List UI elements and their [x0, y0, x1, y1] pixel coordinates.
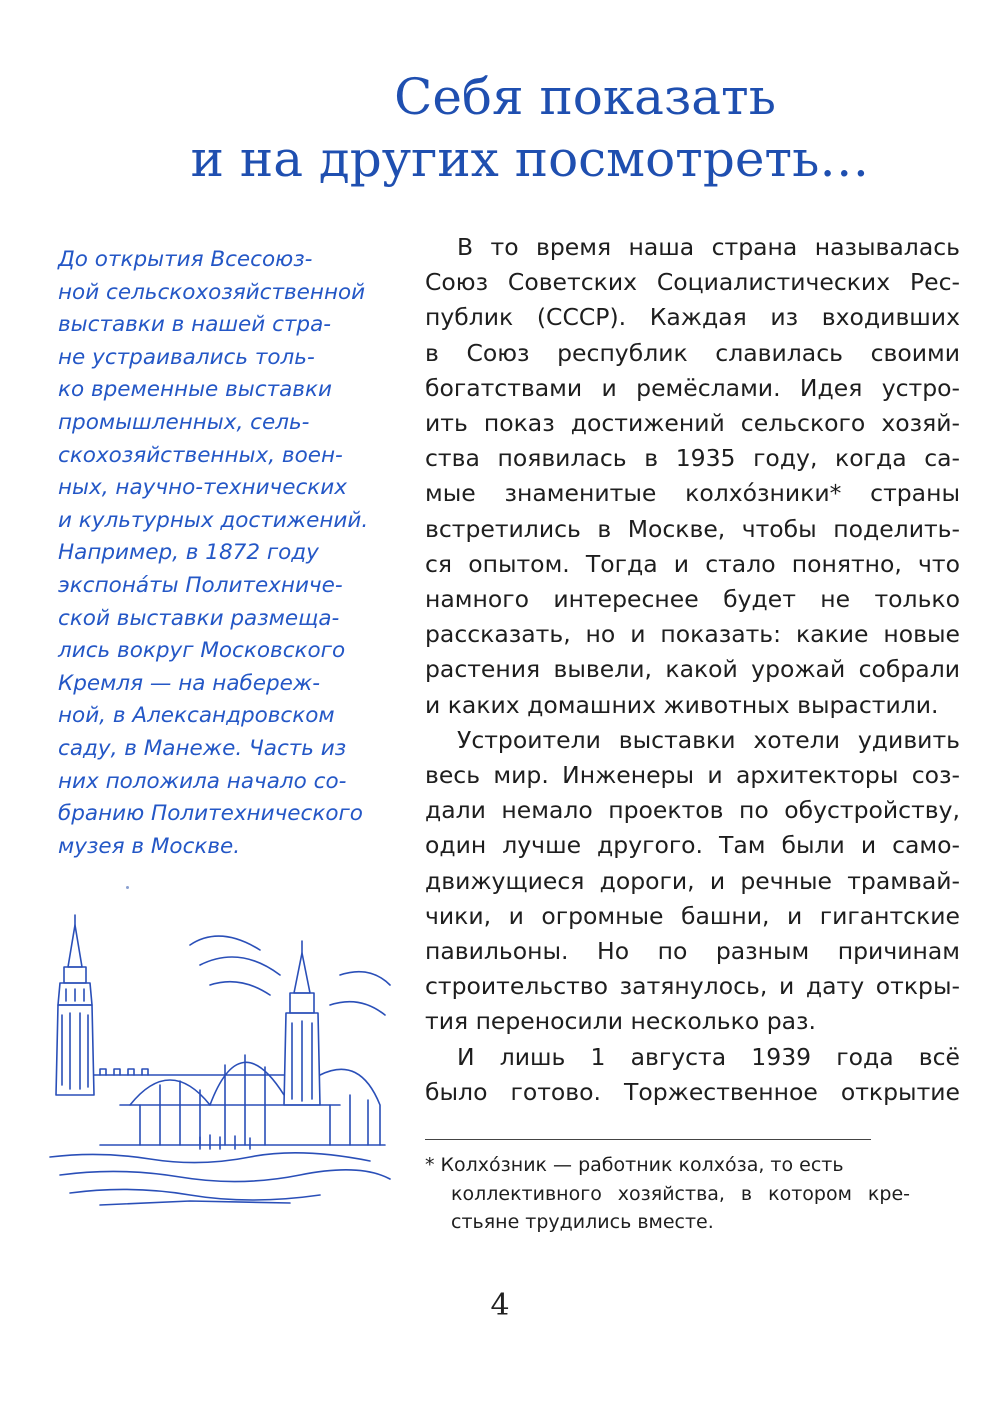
paragraph-line: строительство затянулось, и дату откры- [425, 972, 960, 1001]
paragraph-line: тия переносили несколько раз. [425, 1007, 816, 1036]
footnote-line: коллективного хозяйства, в котором кре- [451, 1182, 910, 1205]
paragraph-line: В то время наша страна называлась [457, 233, 960, 261]
sidebar-line: скохозяйственных, воен- [58, 442, 343, 468]
footnote [425, 1151, 910, 1237]
sidebar-line: них положила начало со- [58, 768, 347, 794]
page-title [0, 66, 1000, 190]
paragraph-line: ся опытом. Тогда и стало понятно, что [425, 549, 960, 578]
paragraph-line: рассказать, но и показать: какие новые [425, 620, 960, 649]
sidebar-line: промышленных, сель- [58, 409, 310, 435]
paragraph-line: публик (СССР). Каждая из входивших [425, 303, 960, 332]
footnote-divider [425, 1139, 871, 1140]
paragraph-line: растения вывели, какой урожай собрали [425, 655, 960, 684]
sidebar-line: не устраивались толь- [58, 344, 315, 370]
paragraph-line: в Союз республик славилась своими [425, 338, 960, 367]
page-number: 4 [490, 1288, 510, 1323]
paragraph-line: один лучше другого. Там были и само- [425, 831, 960, 860]
paragraph-line: дали немало проектов по обустройству, [425, 796, 960, 825]
paragraph-line: и каких домашних животных вырастили. [425, 690, 939, 719]
title-line-1: Себя показать [394, 68, 776, 126]
paragraph-line: весь мир. Инженеры и архитекторы соз- [425, 761, 960, 790]
sidebar-line: ской выставки размеща- [58, 605, 340, 631]
sidebar-note [58, 244, 393, 863]
paragraph-line: Устроители выставки хотели удивить [457, 725, 960, 754]
paragraph-line: встретились в Москве, чтобы поделить- [425, 514, 960, 543]
paragraph-line: намного интереснее будет не только [425, 585, 960, 614]
paragraph-line: было готово. Торжественное открытие [425, 1077, 960, 1106]
sidebar-line: ной, в Александровском [58, 703, 335, 729]
sidebar-line: лись вокруг Московского [58, 638, 346, 664]
paragraph-line: И лишь 1 августа 1939 года всё [457, 1042, 960, 1071]
paragraph-line: чики, и огромные башни, и гигантские [425, 901, 960, 930]
title-line-2: и на других посмотреть… [190, 130, 870, 188]
paragraph-line: павильоны. Но по разным причинам [425, 937, 960, 966]
footnote-line: * Колхо́зник — работник колхо́за, то есть [425, 1154, 844, 1176]
sidebar-line: и культурных достижений. [58, 507, 369, 533]
sidebar-line: экспона́ты Политехниче- [58, 572, 343, 598]
sidebar-line: музея в Москве. [58, 833, 241, 859]
sidebar-line: Кремля — на набереж- [58, 670, 320, 696]
paragraph-line: мые знаменитые колхо́зники* страны [425, 479, 960, 508]
kremlin-sketch-illustration [40, 905, 405, 1215]
sidebar-line: ных, научно-технических [58, 475, 347, 501]
sidebar-line: До открытия Всесоюз- [58, 247, 313, 272]
paragraph-line: движущиеся дороги, и речные трамвай- [425, 866, 960, 895]
sidebar-line: выставки в нашей стра- [58, 312, 332, 338]
paragraph-line: Союз Советских Социалистических Рес- [425, 268, 960, 297]
paragraph-line: ить показ достижений сельского хозяй- [425, 409, 960, 438]
sidebar-line: Например, в 1872 году [58, 540, 319, 566]
sidebar-line: ко временные выставки [58, 377, 332, 403]
sidebar-line: саду, в Манеже. Часть из [58, 735, 347, 761]
sidebar-line: ной сельскохозяйственной [58, 279, 366, 305]
paragraph-line: богатствами и ремёслами. Идея устро- [425, 373, 960, 402]
paragraph-line: ства появилась в 1935 году, когда са- [425, 444, 960, 473]
sidebar-line: бранию Политехнического [58, 801, 363, 827]
footnote-line: стьяне трудились вместе. [451, 1211, 714, 1233]
decorative-dot [126, 886, 129, 889]
main-text [425, 230, 960, 1110]
